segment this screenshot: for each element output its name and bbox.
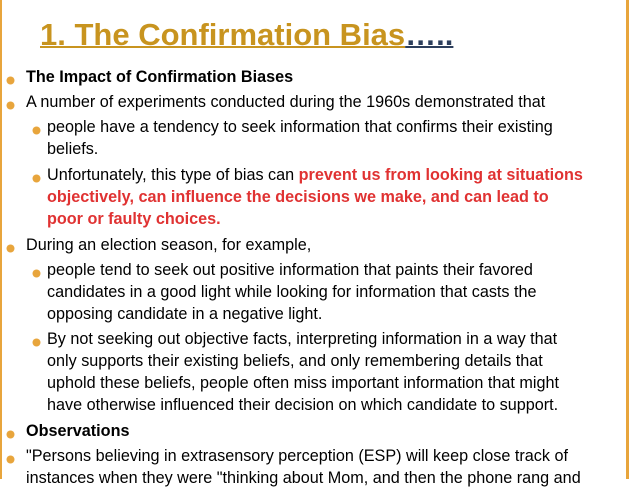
bullet-esp-line2: instances when they were "thinking about Mom, and then the phone rang and [26,469,581,487]
title-ellipsis: ….. [405,17,454,52]
bullet-icon [32,331,41,353]
sub-bullet-objective-line3: uphold these beliefs, people often miss important information that might [47,374,559,392]
sub-bullet-tendency-line1: people have a tendency to seek information that confirms their existing [47,118,553,136]
bullet-icon [6,94,15,116]
bullet-election: During an election season, for example, [26,236,312,254]
sub-bullet-positive-line1: people tend to seek out positive information that paints their favored [47,261,533,279]
bullet-icon [32,119,41,141]
sub-bullet-unfortunately-line1 [47,164,583,186]
bullet-observations: Observations [26,422,130,440]
slide-title [40,17,453,53]
sub-bullet-tendency-line2: beliefs. [47,140,99,158]
sub-bullet-positive-line3: opposing candidate in a negative light. [47,305,323,323]
sub-bullet-objective-line4: have otherwise influenced their decision on which candidate to support. [47,396,559,414]
bullet-icon [6,423,15,445]
title-text: 1. The Confirmation Bias [40,17,406,52]
bullet-esp-line1: "Persons believing in extrasensory perception (ESP) will keep close track of [26,447,568,465]
sub-bullet-objective-line2: only supports their existing beliefs, and only remembering details that [47,352,543,370]
plain-text: Unfortunately, this type of bias can [47,166,299,184]
sub-bullet-unfortunately-line3: poor or faulty choices. [47,210,221,228]
bullet-icon [32,167,41,189]
highlighted-text: prevent us from looking at situations [298,166,583,184]
sub-bullet-positive-line2: candidates in a good light while looking for information that casts the [47,283,537,301]
bullet-icon [6,237,15,259]
bullet-impact: The Impact of Confirmation Biases [26,68,294,86]
bullet-icon [6,69,15,91]
sub-bullet-unfortunately-line2: objectively, can influence the decisions we make, and can lead to [47,188,549,206]
bullet-icon [32,262,41,284]
bullet-experiments: A number of experiments conducted during the 1960s demonstrated that [26,93,546,111]
sub-bullet-objective-line1: By not seeking out objective facts, interpreting information in a way that [47,330,558,348]
bullet-icon [6,448,15,470]
